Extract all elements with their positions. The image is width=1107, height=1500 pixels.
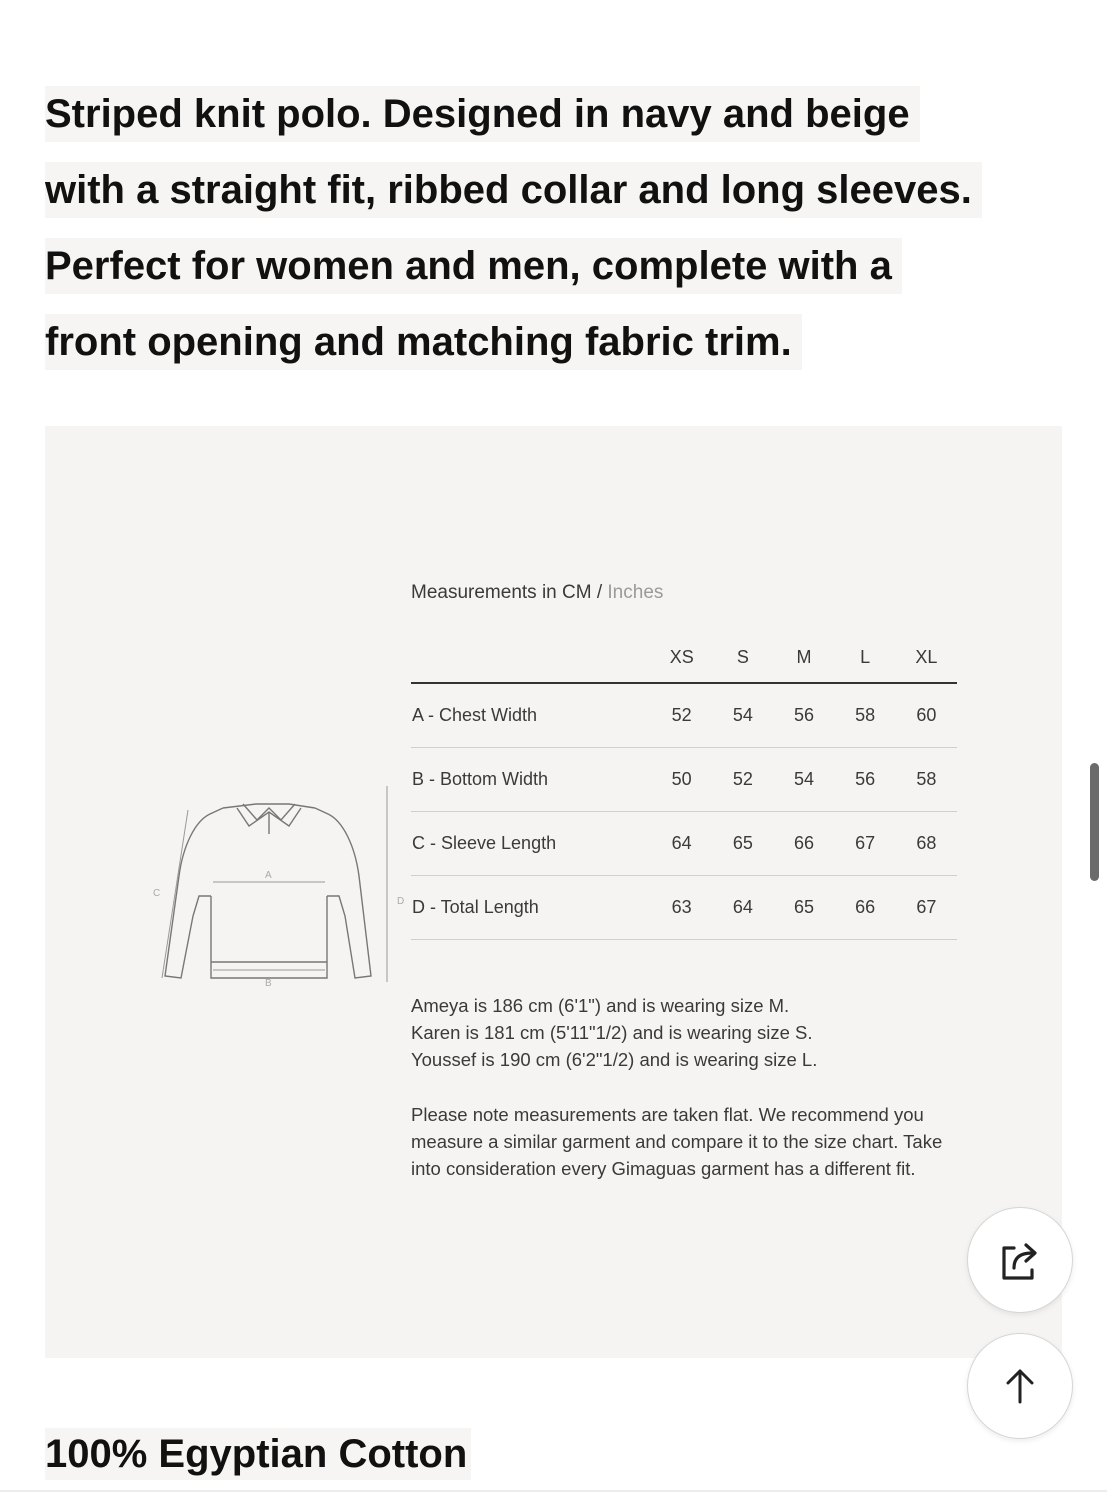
unit-toggle[interactable] (411, 582, 663, 604)
arrow-up-icon (996, 1362, 1044, 1410)
size-table (411, 632, 957, 940)
size-header-spacer (411, 632, 651, 683)
measurement-value: 52 (651, 683, 712, 748)
measurement-value: 54 (773, 748, 834, 812)
measurement-value: 63 (651, 876, 712, 940)
measurement-value: 65 (773, 876, 834, 940)
product-description (45, 76, 1075, 380)
model-info: Youssef is 190 cm (6'2"1/2) and is wearing size L. (411, 1049, 818, 1070)
scrollbar[interactable] (1090, 763, 1099, 881)
model-sizes (411, 992, 971, 1073)
diagram-label-d: D (397, 896, 405, 907)
size-header: L (835, 632, 896, 683)
measurement-value: 60 (896, 683, 957, 748)
size-header: M (773, 632, 834, 683)
share-icon (992, 1232, 1048, 1288)
unit-cm[interactable]: Measurements in CM (411, 582, 592, 603)
measurement-value: 52 (712, 748, 773, 812)
measurement-value: 56 (835, 748, 896, 812)
table-row (411, 812, 957, 876)
measurement-value: 58 (835, 683, 896, 748)
unit-inches[interactable]: Inches (607, 582, 664, 603)
measurement-label: C - Sleeve Length (411, 812, 651, 876)
share-button[interactable] (967, 1207, 1073, 1313)
measurement-value: 67 (835, 812, 896, 876)
measurement-label: A - Chest Width (411, 683, 651, 748)
measurement-value: 64 (712, 876, 773, 940)
description-line: with a straight fit, ribbed collar and long sleeves. (45, 162, 982, 218)
measurement-value: 66 (773, 812, 834, 876)
model-info: Ameya is 186 cm (6'1") and is wearing size M. (411, 995, 790, 1016)
measurement-note: Please note measurements are taken flat. We recommend you measure a similar garment and compare it to the size chart. Take into consideration every Gimaguas garment has a different fit. (411, 1104, 943, 1179)
composition: 100% Egyptian Cotton (45, 1428, 471, 1480)
measurement-value: 58 (896, 748, 957, 812)
measurement-value: 68 (896, 812, 957, 876)
diagram-label-c: C (153, 888, 161, 899)
description-line: Perfect for women and men, complete with a (45, 238, 902, 294)
measurement-value: 66 (835, 876, 896, 940)
measurement-value: 54 (712, 683, 773, 748)
size-header: XL (896, 632, 957, 683)
table-row (411, 876, 957, 940)
measurement-value: 67 (896, 876, 957, 940)
garment-diagram (145, 766, 405, 1066)
unit-separator: / (596, 582, 603, 603)
table-row (411, 683, 957, 748)
measurement-value: 65 (712, 812, 773, 876)
measurement-value: 64 (651, 812, 712, 876)
description-line: front opening and matching fabric trim. (45, 314, 802, 370)
measurement-value: 56 (773, 683, 834, 748)
divider (0, 1490, 1107, 1492)
model-info: Karen is 181 cm (5'11"1/2) and is wearing size S. (411, 1022, 813, 1043)
size-chart-panel (45, 426, 1062, 1358)
size-header-row (411, 632, 957, 683)
size-header: S (712, 632, 773, 683)
table-row (411, 748, 957, 812)
measurement-label: D - Total Length (411, 876, 651, 940)
measurement-label: B - Bottom Width (411, 748, 651, 812)
size-header: XS (651, 632, 712, 683)
diagram-label-b: B (265, 978, 272, 989)
diagram-label-a: A (265, 870, 272, 881)
description-line: Striped knit polo. Designed in navy and beige (45, 86, 920, 142)
scroll-to-top-button[interactable] (967, 1333, 1073, 1439)
measurement-value: 50 (651, 748, 712, 812)
